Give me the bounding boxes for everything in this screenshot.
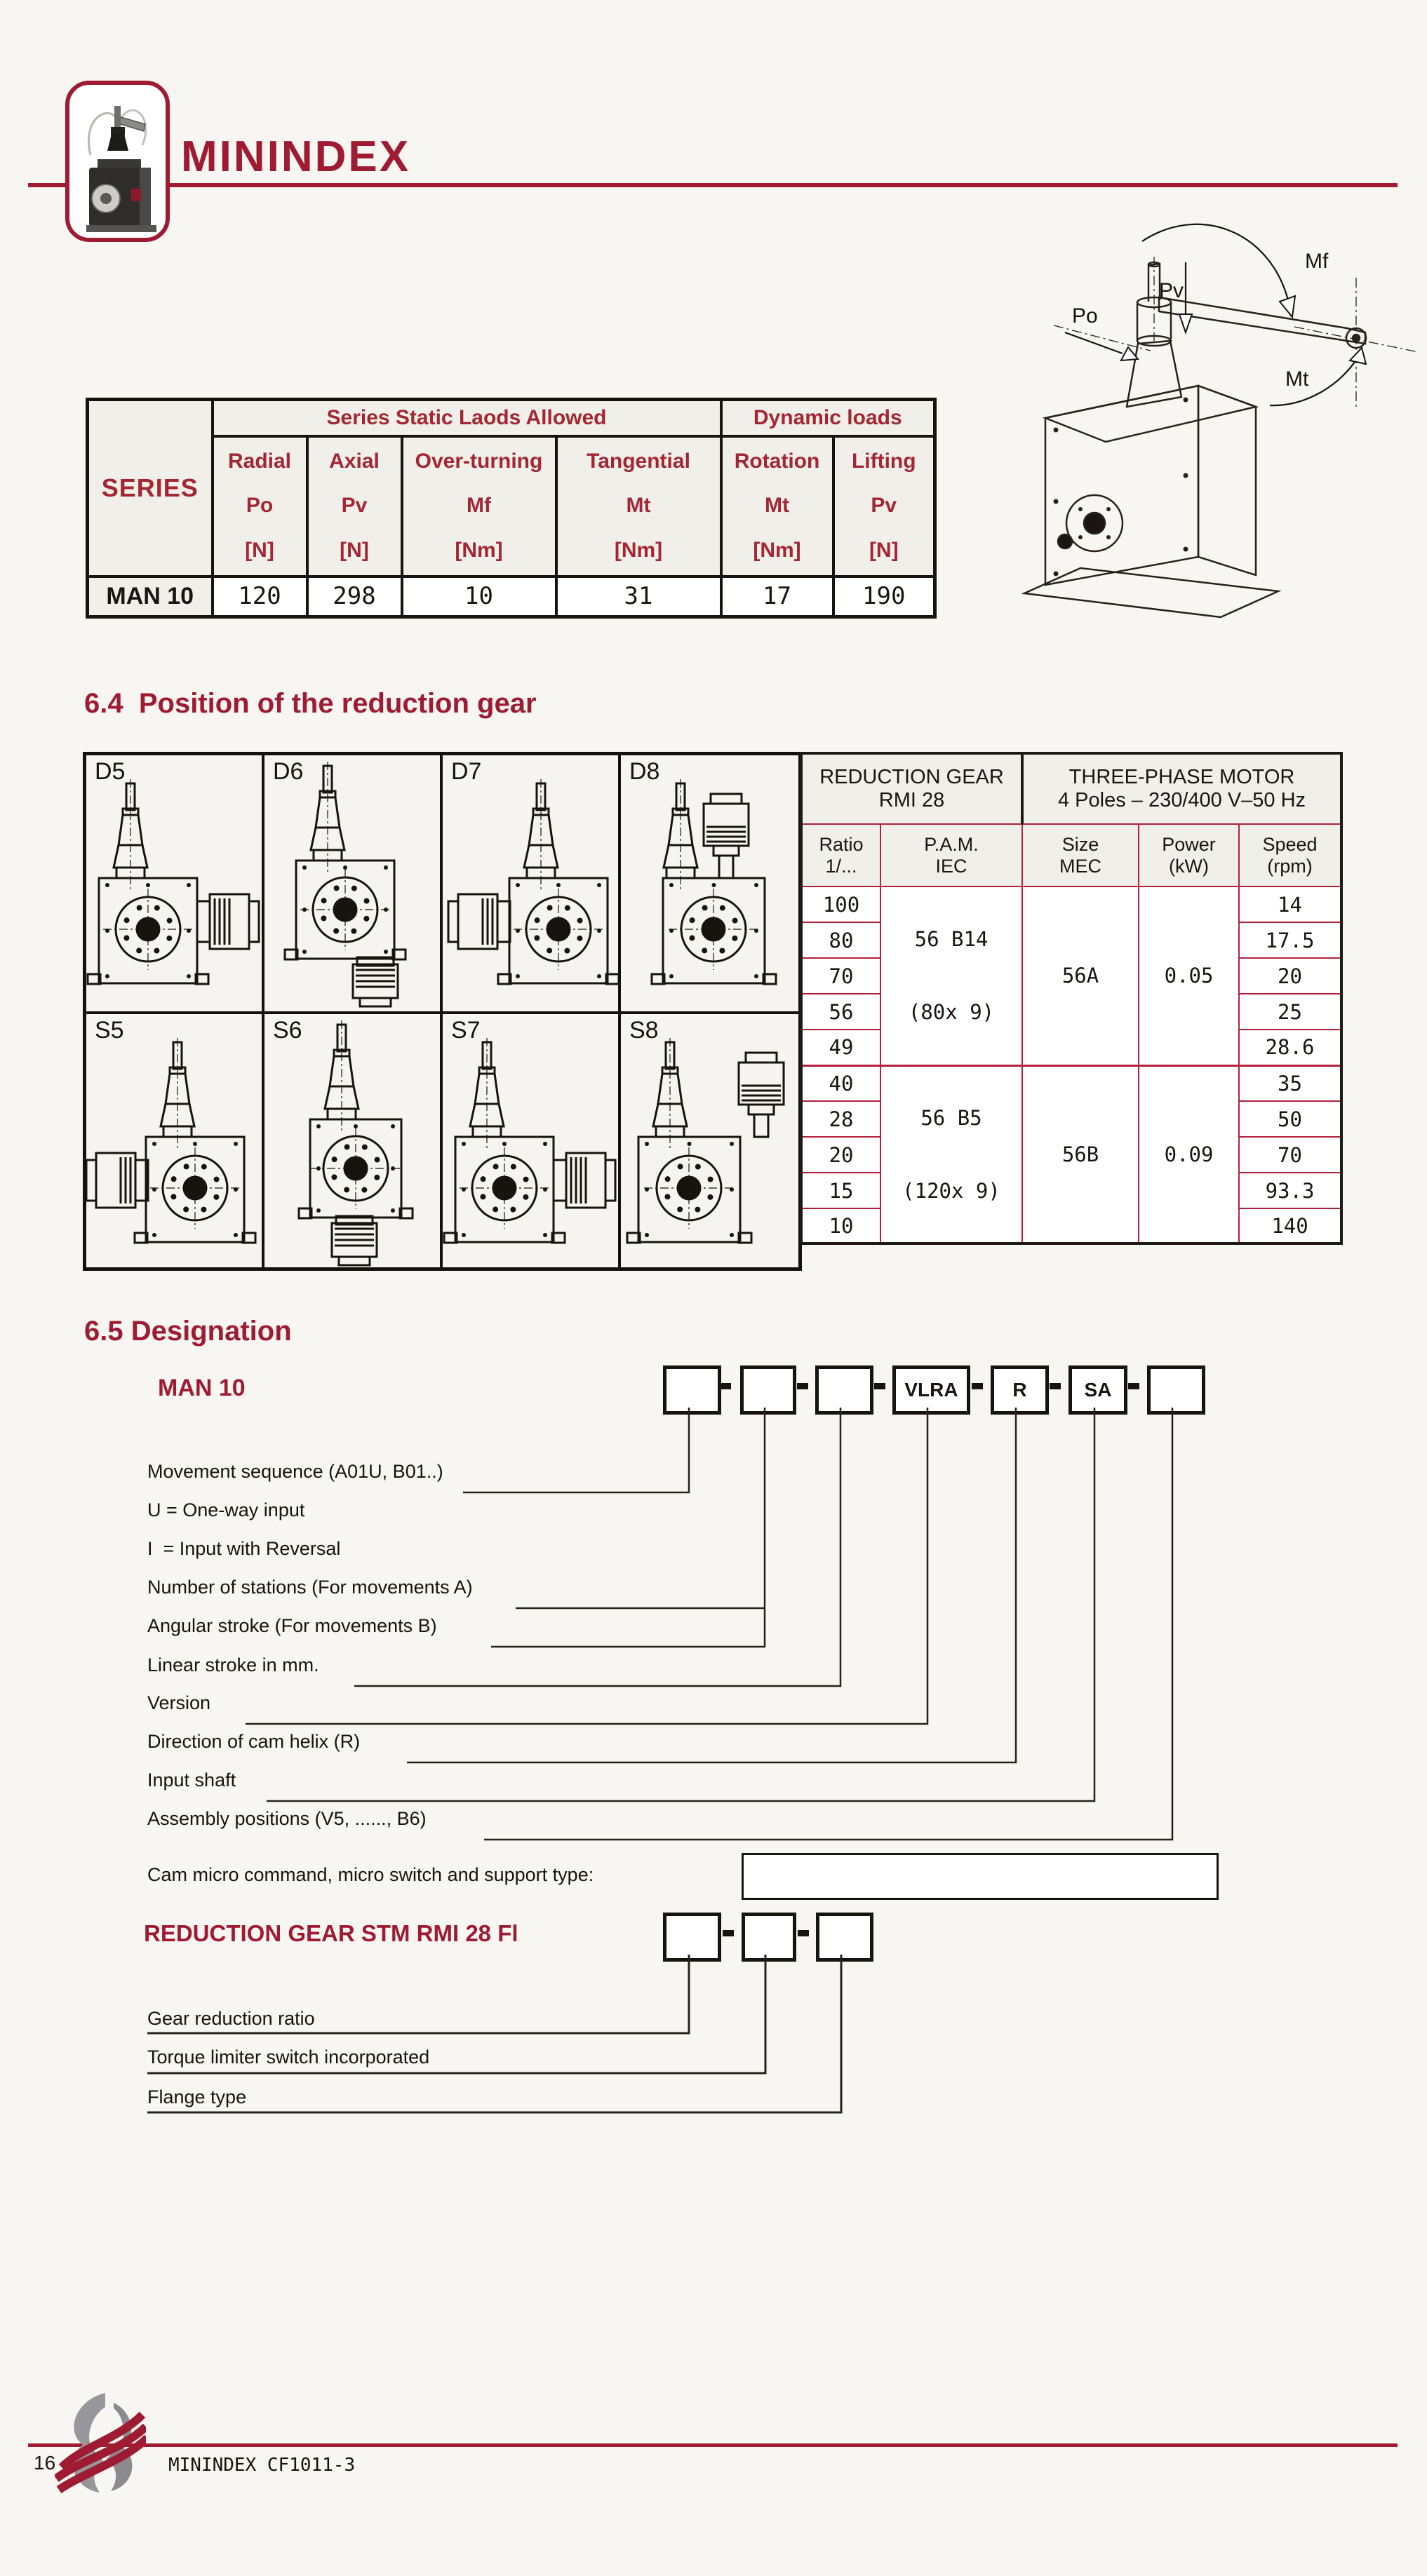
col-name: Rotation <box>734 450 820 473</box>
col-header-lifting <box>833 436 935 576</box>
reduction-label-3: Flange type <box>147 2086 247 2108</box>
dash-separator <box>720 1383 731 1389</box>
machine-drawing <box>264 755 440 1008</box>
pam-group-2: 56 B5 (120x 9) <box>880 1065 1022 1243</box>
code-box-3 <box>815 1365 873 1415</box>
col-symbol: Mt <box>626 494 651 518</box>
col-header-tangential <box>556 436 721 576</box>
gear-header <box>801 753 1022 824</box>
speed-value: 140 <box>1239 1208 1341 1243</box>
label-mf: Mf <box>1305 250 1329 273</box>
series-header: SERIES <box>88 400 213 576</box>
code-box-sa: SA <box>1068 1365 1127 1415</box>
table-row <box>801 1065 1341 1101</box>
header-rule <box>28 183 1398 187</box>
speed-value: 28.6 <box>1239 1030 1341 1065</box>
reduction-box-1 <box>663 1913 721 1962</box>
col-unit: [Nm] <box>753 538 801 562</box>
col-name: Radial <box>227 450 292 473</box>
designation-label-6: Linear stroke in mm. <box>147 1654 319 1675</box>
speed-value: 50 <box>1239 1101 1341 1137</box>
col-ratio: Ratio 1/... <box>801 824 880 886</box>
page-number: 16 <box>34 2452 56 2474</box>
product-photo-frame <box>65 81 170 242</box>
col-header-axial <box>307 436 402 576</box>
power-group-1: 0.05 <box>1139 886 1239 1065</box>
position-grid <box>83 752 802 1271</box>
ratio-value: 70 <box>801 958 880 994</box>
power-group-2: 0.09 <box>1139 1065 1239 1243</box>
force-diagram <box>975 195 1424 658</box>
dynamic-loads-group-header: Dynamic loads <box>721 400 935 436</box>
designation-label-8: Direction of cam helix (R) <box>147 1731 361 1752</box>
col-speed: Speed (rpm) <box>1239 824 1341 886</box>
position-label: D5 <box>95 758 126 785</box>
position-label: D7 <box>451 758 482 785</box>
position-cell-s7 <box>443 1014 621 1270</box>
position-label: D8 <box>629 758 660 785</box>
static-loads-table <box>86 398 937 619</box>
speed-value: 35 <box>1239 1065 1341 1101</box>
machine-drawing <box>86 755 262 1008</box>
col-header-overturning <box>402 436 556 576</box>
motor-header-line2: 4 Poles – 230/400 V–50 Hz <box>1057 789 1306 811</box>
col-unit: [N] <box>869 538 899 562</box>
position-cell-d8 <box>621 755 798 1014</box>
speed-value: 17.5 <box>1239 922 1341 958</box>
designation-label-10: Assembly positions (V5, ......, B6) <box>147 1808 427 1829</box>
speed-value: 70 <box>1239 1137 1341 1173</box>
col-header-rotation <box>721 436 833 576</box>
section-64-title: 6.4 Position of the reduction gear <box>84 688 537 719</box>
section-65-title: 6.5 Designation <box>84 1316 292 1347</box>
col-unit: [Nm] <box>614 538 663 562</box>
reduction-label-1: Gear reduction ratio <box>147 2008 315 2029</box>
speed-value: 25 <box>1239 994 1341 1030</box>
footer-code: MININDEX CF1011-3 <box>168 2455 356 2476</box>
axial-value: 298 <box>307 576 402 617</box>
col-name: Lifting <box>851 450 916 473</box>
machine-drawing <box>621 755 796 1008</box>
machine-drawing <box>443 755 618 1008</box>
dash-separator <box>1128 1383 1139 1389</box>
overturning-value: 10 <box>402 576 556 617</box>
label-pv: Pv <box>1159 279 1184 302</box>
ratio-value: 100 <box>801 886 880 922</box>
table-row <box>88 576 935 617</box>
reduction-designation-title: REDUCTION GEAR STM RMI 28 Fl <box>144 1920 518 1946</box>
reduction-box-2 <box>742 1913 796 1962</box>
tangential-value: 31 <box>556 576 721 617</box>
company-logo <box>55 2390 146 2495</box>
machine-drawing <box>621 1014 796 1267</box>
dash-separator <box>1050 1383 1061 1389</box>
table-row <box>801 886 1341 922</box>
cam-micro-label: Cam micro command, micro switch and support type: <box>147 1864 594 1885</box>
code-box-r: R <box>991 1365 1049 1415</box>
speed-value: 20 <box>1239 958 1341 994</box>
designation-label-7: Version <box>147 1692 211 1713</box>
gear-header-line1: REDUCTION GEAR <box>819 766 1004 788</box>
position-label: S5 <box>95 1017 124 1044</box>
lifting-value: 190 <box>833 576 935 617</box>
motor-header-line1: THREE-PHASE MOTOR <box>1068 766 1295 788</box>
col-unit: [N] <box>245 538 274 562</box>
dash-separator <box>874 1383 885 1389</box>
footer-rule <box>28 2443 1398 2447</box>
dash-separator <box>798 1930 809 1936</box>
col-unit: [N] <box>340 538 369 562</box>
reduction-label-2: Torque limiter switch incorporated <box>147 2046 430 2068</box>
ratio-value: 20 <box>801 1137 880 1173</box>
label-mt: Mt <box>1285 367 1309 391</box>
position-cell-d6 <box>264 755 443 1014</box>
col-name: Axial <box>329 450 380 473</box>
machine-drawing <box>86 1014 262 1267</box>
dash-separator <box>723 1930 734 1936</box>
ratio-value: 49 <box>801 1030 880 1065</box>
position-label: S7 <box>451 1017 481 1044</box>
designation-label-9: Input shaft <box>147 1769 236 1791</box>
dash-separator <box>972 1383 983 1389</box>
cam-micro-box <box>742 1853 1219 1900</box>
pam-group-1: 56 B14 (80x 9) <box>880 886 1022 1065</box>
code-box-1 <box>663 1365 721 1415</box>
reduction-gear-motor-table <box>800 752 1343 1245</box>
product-photo-icon <box>69 85 166 238</box>
ratio-value: 15 <box>801 1173 880 1208</box>
model-name: MAN 10 <box>158 1375 246 1401</box>
designation-label-4: Number of stations (For movements A) <box>147 1577 473 1598</box>
code-box-7 <box>1147 1365 1205 1415</box>
series-value: MAN 10 <box>88 576 213 617</box>
machine-drawing <box>264 1014 440 1267</box>
col-power: Power (kW) <box>1139 824 1239 886</box>
designation-label-2: U = One-way input <box>147 1499 305 1520</box>
ratio-value: 28 <box>801 1101 880 1137</box>
page-title: MININDEX <box>181 133 411 181</box>
label-po: Po <box>1072 304 1098 328</box>
ratio-value: 56 <box>801 994 880 1030</box>
static-loads-group-header: Series Static Laods Allowed <box>213 400 721 436</box>
speed-value: 93.3 <box>1239 1173 1341 1208</box>
col-symbol: Po <box>246 494 274 518</box>
col-name: Tangential <box>587 450 690 473</box>
ratio-value: 80 <box>801 922 880 958</box>
speed-value: 14 <box>1239 886 1341 922</box>
position-cell-d7 <box>443 755 621 1014</box>
motor-header <box>1022 753 1341 824</box>
reduction-box-3 <box>816 1913 873 1962</box>
col-name: Over-turning <box>415 450 543 473</box>
col-size: Size MEC <box>1022 824 1139 886</box>
size-group-1: 56A <box>1022 886 1139 1065</box>
rotation-value: 17 <box>721 576 833 617</box>
position-cell-s6 <box>264 1014 443 1270</box>
col-unit: [Nm] <box>455 538 503 562</box>
designation-label-5: Angular stroke (For movements B) <box>147 1615 437 1636</box>
ratio-value: 10 <box>801 1208 880 1243</box>
code-box-vlra: VLRA <box>892 1365 970 1415</box>
radial-value: 120 <box>213 576 307 617</box>
col-pam: P.A.M. IEC <box>880 824 1022 886</box>
machine-drawing <box>443 1014 618 1267</box>
position-label: S8 <box>629 1017 659 1044</box>
position-cell-d5 <box>86 755 264 1014</box>
col-symbol: Pv <box>871 494 897 518</box>
col-symbol: Pv <box>341 494 368 518</box>
position-label: S6 <box>273 1017 302 1044</box>
designation-label-3: I = Input with Reversal <box>147 1538 341 1559</box>
ratio-value: 40 <box>801 1065 880 1101</box>
position-cell-s5 <box>86 1014 264 1270</box>
col-symbol: Mf <box>467 494 491 518</box>
dash-separator <box>797 1383 808 1389</box>
designation-label-1: Movement sequence (A01U, B01..) <box>147 1461 443 1482</box>
position-label: D6 <box>273 758 304 785</box>
position-cell-s8 <box>621 1014 798 1270</box>
col-symbol: Mt <box>765 494 789 518</box>
size-group-2: 56B <box>1022 1065 1139 1243</box>
code-box-2 <box>740 1365 796 1415</box>
gear-header-line2: RMI 28 <box>878 789 945 811</box>
col-header-radial <box>213 436 307 576</box>
